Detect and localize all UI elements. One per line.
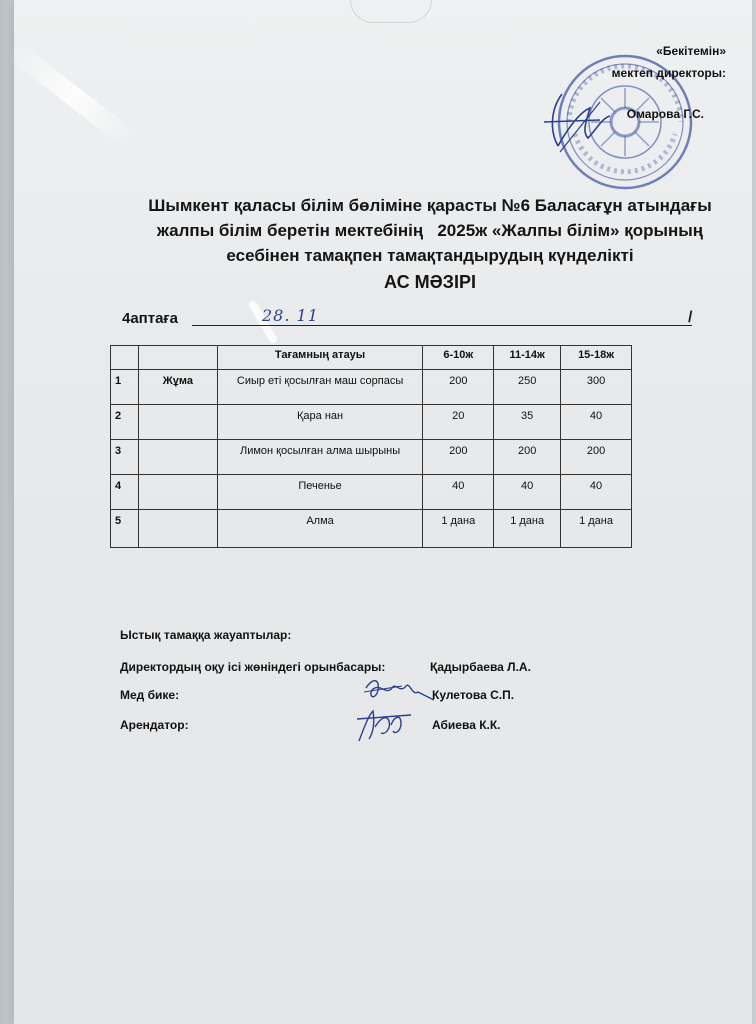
row-portion-6-10: 200 [423, 440, 494, 475]
light-glare [8, 42, 139, 150]
tenant-name: Абиева К.К. [432, 718, 501, 732]
approval-role: мектеп директоры: [611, 66, 726, 80]
title-line-3: есебінен тамақпен тамақтандырудың күнделікті [226, 246, 634, 265]
row-num: 5 [111, 510, 139, 548]
row-dish: Сиыр еті қосылған маш сорпасы [217, 370, 423, 405]
week-underline [192, 325, 692, 326]
row-day [138, 440, 217, 475]
header-num [111, 346, 139, 370]
row-day [138, 510, 217, 548]
row-day [138, 475, 217, 510]
handwritten-date: 28. 11 [262, 306, 319, 325]
row-day: Жұма [138, 370, 217, 405]
row-num: 3 [111, 440, 139, 475]
row-dish: Алма [217, 510, 423, 548]
row-num: 1 [111, 370, 139, 405]
row-portion-15-18: 40 [561, 405, 632, 440]
tenant-role: Арендатор: [120, 718, 189, 732]
table-row [111, 510, 632, 548]
week-line-end: / [688, 309, 693, 326]
title-line-1: Шымкент қаласы білім бөліміне қарасты №6 Баласағұн атындағы [148, 196, 712, 215]
row-day [138, 405, 217, 440]
row-portion-11-14: 200 [494, 440, 561, 475]
row-portion-6-10: 1 дана [423, 510, 494, 548]
nurse-signature [362, 674, 437, 706]
table-row [111, 475, 632, 510]
row-portion-6-10: 20 [423, 405, 494, 440]
menu-table [110, 345, 632, 548]
header-age-11-14: 11-14ж [494, 346, 561, 370]
header-age-6-10: 6-10ж [423, 346, 494, 370]
row-portion-6-10: 200 [423, 370, 494, 405]
title-line-2: жалпы білім беретін мектебінің 2025ж «Жалпы білім» қорының [156, 221, 704, 240]
responsible-heading: Ыстық тамаққа жауаптылар: [120, 628, 292, 642]
approval-heading: «Бекітемін» [656, 44, 726, 58]
document-title [115, 193, 745, 268]
director-signature [540, 88, 630, 158]
row-portion-15-18: 200 [561, 440, 632, 475]
row-portion-15-18: 300 [561, 370, 632, 405]
nurse-name: Кулетова С.П. [432, 688, 515, 702]
approval-name: Омарова Г.С. [626, 107, 704, 121]
deputy-role: Директордың оқу ісі жөніндегі орынбасары: [120, 660, 386, 674]
sheet-protector-cutout [350, 0, 432, 23]
table-header-row [111, 346, 632, 370]
table-row [111, 370, 632, 405]
row-dish: Лимон қосылған алма шырыны [217, 440, 423, 475]
row-dish: Печенье [217, 475, 423, 510]
menu-heading: АС МӘЗІРІ [384, 272, 476, 292]
row-portion-6-10: 40 [423, 475, 494, 510]
row-dish: Қара нан [217, 405, 423, 440]
row-portion-15-18: 40 [561, 475, 632, 510]
header-day [138, 346, 217, 370]
table-row [111, 405, 632, 440]
row-portion-15-18: 1 дана [561, 510, 632, 548]
deputy-name: Қадырбаева Л.А. [430, 660, 531, 674]
row-portion-11-14: 35 [494, 405, 561, 440]
nurse-role: Мед бике: [120, 688, 180, 702]
tenant-signature [355, 705, 415, 745]
row-num: 2 [111, 405, 139, 440]
header-dish: Тағамның атауы [217, 346, 423, 370]
row-portion-11-14: 250 [494, 370, 561, 405]
week-label: 4аптаға [122, 310, 179, 327]
header-age-15-18: 15-18ж [561, 346, 632, 370]
row-portion-11-14: 40 [494, 475, 561, 510]
table-row [111, 440, 632, 475]
row-portion-11-14: 1 дана [494, 510, 561, 548]
row-num: 4 [111, 475, 139, 510]
